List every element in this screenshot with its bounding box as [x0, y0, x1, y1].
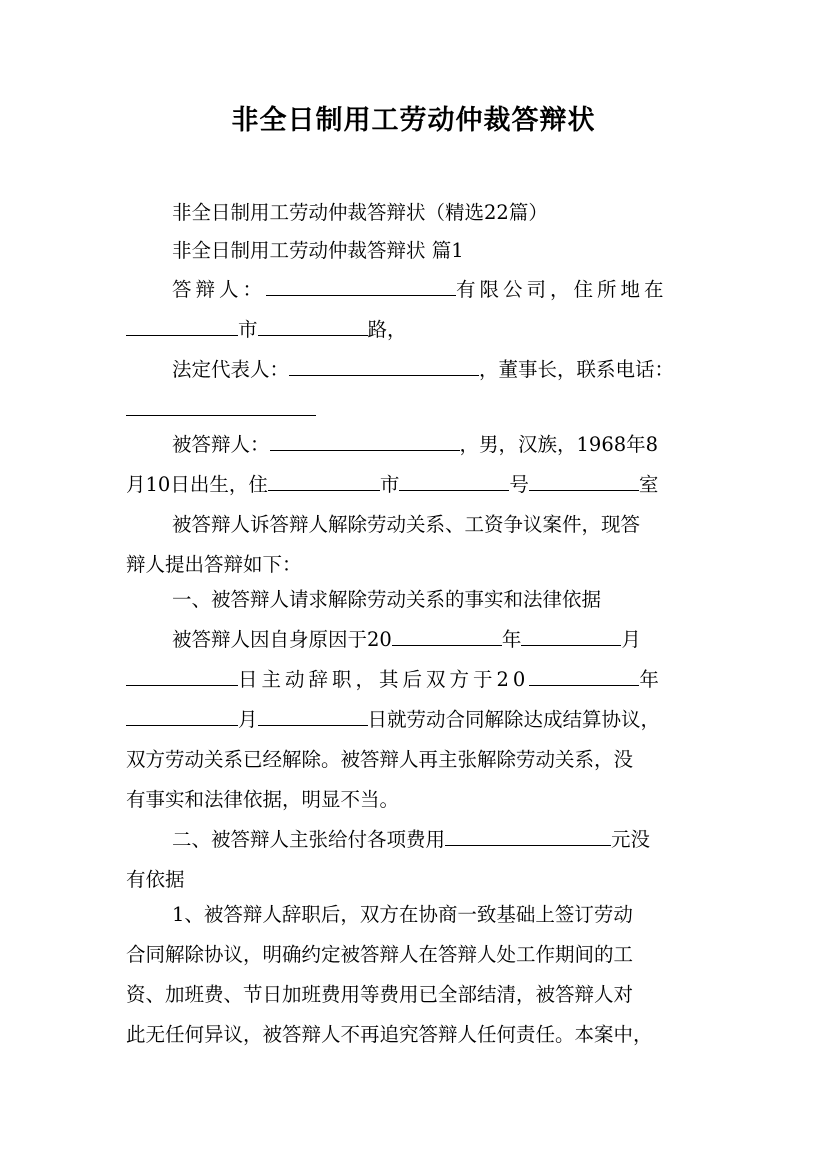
point1-line-2: 合同解除协议，明确约定被答辩人在答辩人处工作期间的工 — [126, 943, 634, 966]
amount-blank — [445, 825, 611, 846]
city-blank — [126, 315, 238, 336]
claimant-name-blank — [270, 430, 460, 451]
phone-line — [126, 390, 716, 430]
point1-line-4: 此无任何异议，被答辩人不再追究答辩人任何责任。本案中， — [126, 1023, 653, 1046]
intro-line-1: 被答辩人诉答辩人解除劳动关系、工资争议案件，现答 — [172, 513, 641, 536]
city-suffix: 市 — [238, 318, 258, 341]
point1-line-1: 1、被答辩人辞职后，双方在协商一致基础上签订劳动 — [172, 903, 633, 926]
respondent-name-blank — [266, 275, 456, 296]
road-blank — [258, 315, 368, 336]
phone-blank — [126, 395, 316, 416]
legal-rep-suffix: ，董事长，联系电话： — [479, 358, 675, 381]
road-suffix: 路， — [367, 318, 407, 341]
section1-line2-text: 日主动辞职，其后双方于20 — [238, 668, 530, 691]
section1-line3-rest: 日就劳动合同解除达成结算协议， — [367, 708, 661, 731]
section1-line-4: 双方劳动关系已经解除。被答辩人再主张解除劳动关系，没 — [126, 748, 634, 771]
claimant-number: 号 — [509, 473, 529, 496]
document-title: 非全日制用工劳动仲裁答辩状 — [231, 105, 596, 136]
respondent-label: 答辩人： — [172, 278, 267, 301]
section2-heading — [126, 820, 716, 860]
year-blank-1 — [392, 625, 502, 646]
section2-heading-end: 元没 — [611, 828, 651, 851]
section2-heading-start: 二、被答辩人主张给付各项费用 — [172, 828, 446, 851]
claimant-suffix: ，男，汉族，1968年8 — [459, 433, 659, 456]
day-blank-2 — [258, 705, 368, 726]
section1-line-2 — [126, 660, 716, 700]
day-blank-1 — [126, 665, 238, 686]
respondent-suffix: 有限公司，住所地在 — [456, 278, 668, 301]
subtitle-line: 非全日制用工劳动仲裁答辩状（精选22篇） — [172, 201, 548, 224]
legal-rep-blank — [289, 355, 479, 376]
respondent-line — [126, 270, 716, 310]
claimant-city: 市 — [379, 473, 400, 496]
claimant-label: 被答辩人： — [172, 433, 270, 456]
claimant-address-line — [126, 465, 716, 505]
claimant-number-blank — [399, 470, 509, 491]
legal-rep-line — [126, 350, 716, 390]
section1-month: 月 — [621, 628, 641, 651]
section1-heading: 一、被答辩人请求解除劳动关系的事实和法律依据 — [172, 588, 602, 611]
section2-heading-line-2: 有依据 — [126, 868, 185, 891]
claimant-line — [126, 425, 716, 465]
section1-line-5: 有事实和法律依据，明显不当。 — [126, 788, 400, 811]
section1-line2-year: 年 — [639, 668, 659, 691]
section1-line3-month: 月 — [238, 708, 258, 731]
respondent-address-line — [126, 310, 716, 350]
section1-year: 年 — [501, 628, 522, 651]
section1-line-3 — [126, 700, 716, 740]
claimant-city-blank — [268, 470, 380, 491]
section1-line1-start: 被答辩人因自身原因于20 — [172, 628, 392, 651]
claimant-birth: 月10日出生，住 — [126, 473, 268, 496]
month-blank-1 — [521, 625, 621, 646]
legal-rep-label: 法定代表人： — [172, 358, 290, 381]
claimant-room-blank — [529, 470, 639, 491]
intro-line-2: 辩人提出答辩如下： — [126, 553, 302, 576]
point1-line-3: 资、加班费、节日加班费用等费用已全部结清，被答辩人对 — [126, 983, 634, 1006]
year-blank-2 — [529, 665, 639, 686]
article-heading: 非全日制用工劳动仲裁答辩状 篇1 — [172, 239, 464, 262]
section1-line-1 — [126, 620, 716, 660]
claimant-room: 室 — [638, 473, 659, 496]
month-blank-2 — [126, 705, 238, 726]
